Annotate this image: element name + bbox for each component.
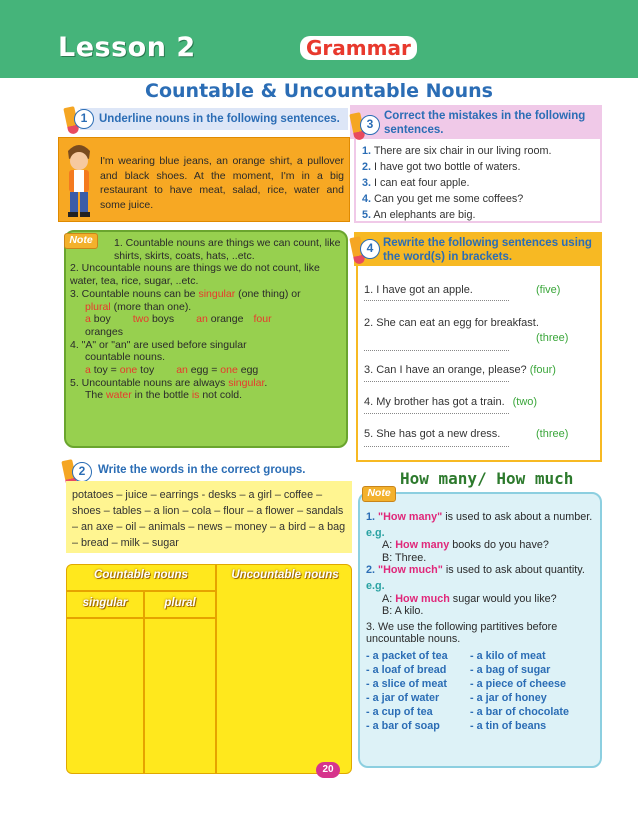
note-1-item-3 (70, 288, 346, 301)
answer-line[interactable] (364, 413, 509, 414)
item-number: 5. (362, 209, 372, 221)
item-hint: (five) (536, 284, 561, 296)
page-number: 20 (316, 762, 340, 778)
exercise-4-heading: Rewrite the following sentences using the word(s) in brackets. (383, 237, 592, 263)
text: four (253, 313, 272, 326)
note-1-text (70, 237, 346, 402)
note-2-text (366, 511, 600, 733)
text: a (85, 364, 91, 377)
text: 1. (366, 511, 376, 523)
text: - a kilo of meat (470, 649, 546, 662)
text: 3. Countable nouns can be (70, 287, 199, 300)
text: toy (137, 364, 155, 377)
text: - a jar of honey (470, 691, 547, 704)
note-1-example-3 (70, 364, 346, 377)
list-item (362, 159, 600, 175)
exercise-number: 2 (72, 462, 92, 482)
answer-line[interactable] (364, 381, 509, 382)
text: "How much" (378, 564, 443, 577)
boy-illustration-icon (58, 137, 100, 222)
text: - a bag of sugar (470, 663, 551, 676)
text: boys (149, 313, 175, 326)
text: egg (237, 364, 259, 377)
item-number: 1. (362, 145, 372, 157)
item-text: 4. My brother has got a train. (364, 396, 505, 408)
text: an (196, 313, 208, 326)
exercise-3-list (362, 143, 600, 223)
text: is used to ask about a number. (442, 511, 593, 523)
text: an (176, 364, 188, 377)
plural-answer-area[interactable] (147, 621, 213, 769)
text: not cold. (199, 389, 243, 402)
note-1-example-2: oranges (85, 325, 123, 338)
exercise-1-badge (66, 104, 96, 134)
item-text: An elephants are big. (373, 209, 476, 221)
uncountable-answer-area[interactable] (219, 593, 349, 769)
text: plural (85, 300, 111, 313)
text: water (106, 389, 132, 402)
text: singular (198, 287, 236, 300)
exercise-4-item-4 (364, 396, 600, 408)
example-a1 (366, 539, 600, 552)
text: in the bottle (131, 389, 192, 402)
table-divider (67, 590, 215, 592)
list-item (362, 143, 600, 159)
exercise-3-heading: Correct the mistakes in the following sentences. (384, 110, 586, 136)
exercise-number: 1 (74, 109, 94, 129)
table-divider (215, 565, 217, 774)
text: - a bar of chocolate (470, 705, 569, 718)
note-1-tag: Note (64, 233, 98, 249)
exercise-4-item-3 (364, 364, 600, 376)
lesson-title: Lesson 2 (58, 32, 196, 63)
how-many-how-much-title: How many/ How much (400, 469, 574, 488)
page-title: Countable & Uncountable Nouns (145, 80, 493, 102)
list-item (366, 663, 600, 677)
item-text: 5. She has got a new dress. (364, 428, 501, 440)
text: egg = (187, 364, 221, 377)
text: is used to ask about quantity. (442, 564, 585, 577)
partitives-list (366, 649, 600, 733)
item-number: 4. (362, 193, 372, 205)
table-divider (67, 617, 215, 619)
example-a2 (366, 593, 600, 606)
exercise-4-item-1 (364, 284, 600, 296)
text: - a cup of tea (366, 705, 433, 718)
note-1-item-5 (70, 377, 346, 390)
exercise-1-heading: Underline nouns in the following sentences. (99, 113, 340, 125)
text: singular (228, 376, 265, 389)
note-1-item-3b (70, 301, 346, 314)
plural-header: plural (164, 597, 196, 609)
text: is (191, 389, 200, 402)
exercise-4-item-2: 2. She can eat an egg for breakfast. (364, 317, 539, 329)
note-1-example-1 (70, 313, 346, 326)
singular-header: singular (82, 597, 128, 609)
text: orange (207, 313, 244, 326)
text: A: (382, 539, 393, 552)
uncountable-nouns-header: Uncountable nouns (231, 569, 339, 581)
text: How much (395, 592, 450, 605)
exercise-3-badge (352, 110, 382, 140)
text: . (264, 376, 268, 389)
item-text: 1. I have got an apple. (364, 284, 473, 296)
item-text: I can eat four apple. (374, 177, 470, 189)
table-divider (143, 590, 145, 774)
text: toy = (90, 364, 120, 377)
list-item (366, 649, 600, 663)
text: - a slice of meat (366, 677, 448, 690)
eg-label: e.g. (366, 526, 385, 539)
text: - a bar of soap (366, 719, 440, 732)
note-2-item-3: 3. We use the following partitives before uncountable nouns. (366, 620, 558, 646)
note-1-item-2: 2. Uncountable nouns are things we do not count, like water, tea, rice, sugar, ..etc. (70, 262, 320, 288)
note-1-item-4b: countable nouns. (85, 351, 165, 364)
text: one (220, 364, 238, 377)
item-text: Can you get me some coffees? (374, 193, 524, 205)
note-1-item-1: 1. Countable nouns are things we can count, like shirts, skirts, coats, hats, ..etc. (114, 237, 341, 262)
example-b1: B: Three. (382, 551, 427, 564)
singular-answer-area[interactable] (71, 621, 141, 769)
text: "How many" (378, 511, 443, 523)
countable-nouns-header: Countable nouns (94, 569, 188, 581)
answer-line[interactable] (364, 446, 509, 447)
item-hint: (three) (536, 332, 569, 344)
item-number: 2. (362, 161, 372, 173)
list-item (366, 677, 600, 691)
text: sugar would you like? (449, 592, 557, 605)
exercise-number: 4 (360, 239, 380, 259)
text: (one thing) or (235, 287, 301, 300)
text: - a jar of water (366, 691, 440, 704)
text: a (85, 313, 91, 326)
exercise-2-heading: Write the words in the correct groups. (98, 464, 306, 476)
list-item (366, 705, 600, 719)
text: books do you have? (449, 539, 549, 552)
text: two (132, 313, 150, 326)
exercise-1-text: I'm wearing blue jeans, an orange shirt, a pullover and black shoes. At the moment, I'm in a big restaurant to have meat, salad, rice, water and some juice. (100, 155, 344, 211)
item-text: I have got two bottle of waters. (374, 161, 521, 173)
exercise-2-words: potatoes – juice – earrings - desks – a girl – coffee – shoes – tables – a lion – cola – flour – a flower – sandals – an axe – oil – animals – news – money – a bird – a bag – bread – milk – sugar (72, 489, 346, 549)
item-text: There are six chair in our living room. (373, 145, 552, 157)
text: - a piece of cheese (470, 677, 567, 690)
note-1-item-4: 4. "A" or "an" are used before singular (70, 338, 247, 351)
text: 2. (366, 564, 376, 577)
example-b2: B: A kilo. (382, 605, 424, 618)
section-title: Grammar (300, 36, 417, 60)
exercise-number: 3 (360, 115, 380, 135)
item-hint: (three) (536, 428, 569, 440)
text: - a packet of tea (366, 649, 448, 662)
item-number: 3. (362, 177, 372, 189)
item-text: 3. Can I have an orange, please? (364, 364, 527, 376)
item-hint: (four) (529, 364, 556, 376)
answer-table (66, 564, 352, 774)
text: (more than one). (110, 300, 192, 313)
note-1-example-4 (70, 389, 346, 402)
text: How many (395, 539, 450, 552)
note-2-item-1 (366, 511, 600, 524)
text: - a loaf of bread (366, 663, 447, 676)
text: The (85, 389, 107, 402)
list-item (362, 191, 600, 207)
exercise-4-badge (352, 234, 382, 264)
note-2-tag: Note (362, 486, 396, 502)
answer-line[interactable] (364, 350, 509, 351)
answer-line[interactable] (364, 300, 509, 301)
exercise-4-item-5 (364, 428, 600, 440)
eg-label: e.g. (366, 579, 385, 592)
item-hint: (two) (512, 396, 538, 408)
list-item (362, 175, 600, 191)
text: one (119, 364, 138, 377)
text: boy (90, 313, 111, 326)
text: A: (382, 592, 393, 605)
list-item (366, 691, 600, 705)
note-2-item-2 (366, 564, 600, 577)
list-item (362, 207, 600, 223)
text: - a tin of beans (470, 719, 547, 732)
text: 5. Uncountable nouns are always (70, 376, 229, 389)
list-item (366, 719, 600, 733)
